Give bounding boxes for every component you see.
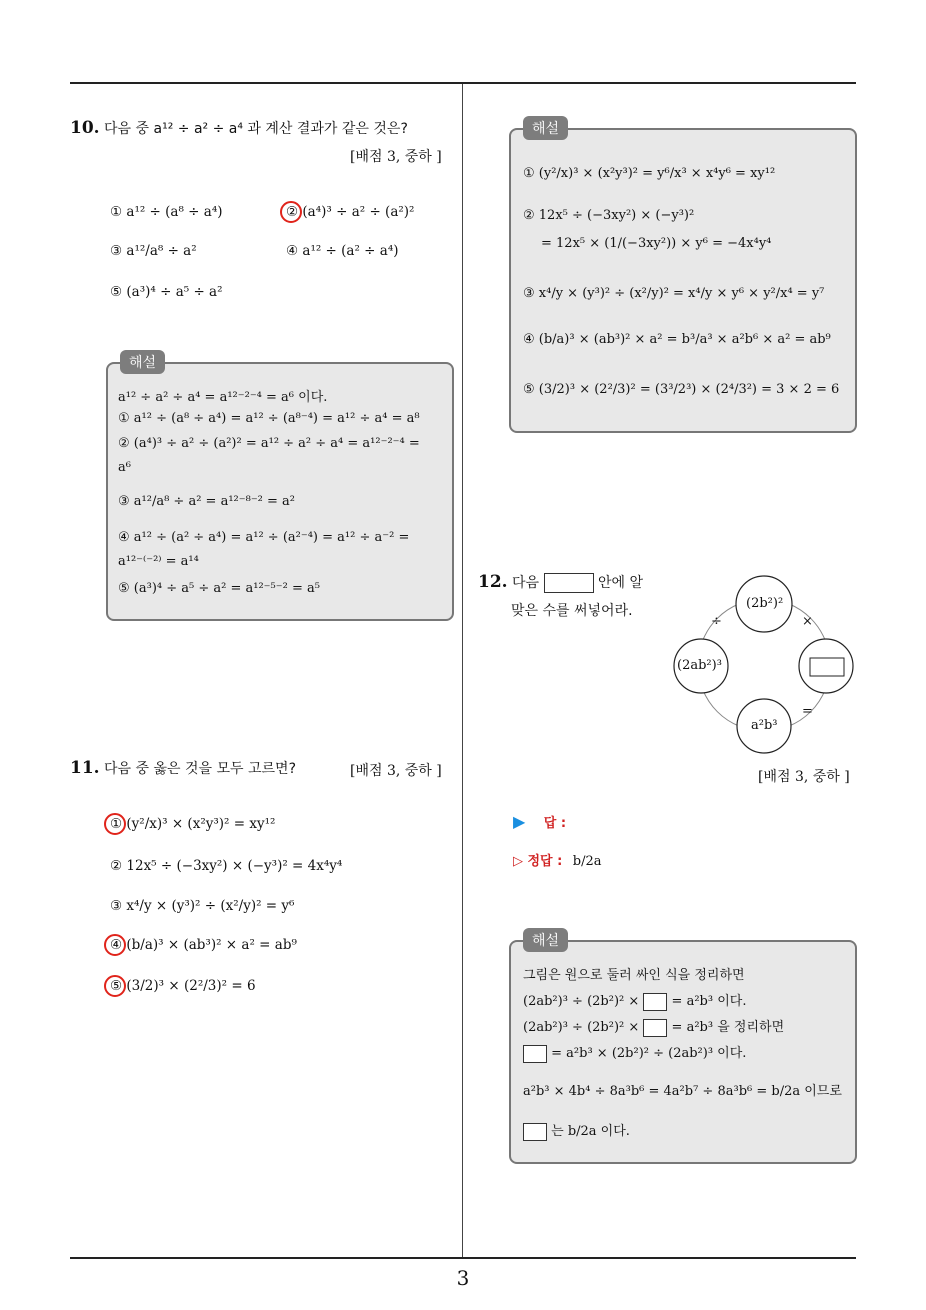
- question-11: [70, 758, 296, 778]
- explanation-box-12: [509, 933, 857, 1164]
- explanation-line: [523, 1042, 746, 1063]
- explanation-line: ③ x⁴/y × (y³)² ÷ (x²/y)² = x⁴/y × y⁶ × y²/x⁴ = y⁷: [523, 286, 825, 301]
- answer-row: [513, 812, 566, 831]
- explanation-line: ② 12x⁵ ÷ (−3xy²) × (−y³)²: [523, 208, 695, 223]
- score-meta: [배점 3, 중하 ]: [350, 149, 442, 165]
- explanation-line: a⁶: [118, 460, 131, 475]
- question-number: 11.: [70, 758, 100, 778]
- explanation-line: ② (a⁴)³ ÷ a² ÷ (a²)² = a¹² ÷ a² ÷ a⁴ = a¹²⁻²⁻⁴ =: [118, 436, 420, 451]
- option-2[interactable]: ② 12x⁵ ÷ (−3xy²) × (−y³)² = 4x⁴y⁴: [110, 858, 343, 874]
- explanation-line: a¹² ÷ a² ÷ a⁴ = a¹²⁻²⁻⁴ = a⁶ 이다.: [118, 390, 328, 405]
- page-number: 3: [456, 1266, 470, 1290]
- left-node-label: (2ab²)³: [677, 658, 722, 673]
- blank-box: [643, 993, 667, 1011]
- question-text: 다음 중 a¹² ÷ a² ÷ a⁴ 과 계산 결과가 같은 것은?: [104, 121, 408, 137]
- explanation-line: ⑤ (3/2)³ × (2²/3)² = (3³/2³) × (2⁴/3²) = 3 × 2 = 6: [523, 382, 840, 397]
- explanation-line: ① (y²/x)³ × (x²y³)² = y⁶/x³ × x⁴y⁶ = xy¹²: [523, 166, 776, 181]
- blank-box: [523, 1045, 547, 1063]
- answer-blank[interactable]: [544, 573, 594, 593]
- question-12: [478, 572, 643, 593]
- option-3[interactable]: ③ x⁴/y × (y³)² ÷ (x²/y)² = y⁶: [110, 898, 295, 914]
- explanation-box-11: [509, 121, 857, 433]
- blank-box: [523, 1123, 547, 1141]
- option-1[interactable]: ① a¹² ÷ (a⁸ ÷ a⁴): [110, 204, 223, 220]
- explanation-text: = a²b³ × (2b²)² ÷ (2ab²)³ 이다.: [551, 1046, 747, 1061]
- explanation-text: (2ab²)³ ÷ (2b²)² ×: [523, 1020, 640, 1035]
- explanation-line: = 12x⁵ × (1/(−3xy²)) × y⁶ = −4x⁴y⁴: [541, 236, 772, 251]
- outline-arrow-icon: ▷: [513, 854, 523, 869]
- option-5[interactable]: ⑤ (a³)⁴ ÷ a⁵ ÷ a²: [110, 284, 223, 300]
- explanation-tag: 해설: [523, 116, 568, 140]
- explanation-text: 는 b/2a 이다.: [551, 1124, 630, 1139]
- explanation-line: ① a¹² ÷ (a⁸ ÷ a⁴) = a¹² ÷ (a⁸⁻⁴) = a¹² ÷ a⁴ = a⁸: [118, 411, 420, 426]
- explanation-line: ⑤ (a³)⁴ ÷ a⁵ ÷ a² = a¹²⁻⁵⁻² = a⁵: [118, 581, 320, 596]
- answer-label: 답 :: [543, 816, 567, 831]
- explanation-box-10: [106, 355, 454, 621]
- question-10: [70, 118, 408, 138]
- blank-box: [643, 1019, 667, 1037]
- option-2[interactable]: ② (a⁴)³ ÷ a² ÷ (a²)²: [286, 204, 415, 220]
- question-text: 안에 알: [598, 575, 644, 591]
- top-rule: [70, 82, 856, 84]
- explanation-line: [523, 990, 746, 1011]
- explanation-text: = a²b³ 을 정리하면: [671, 1020, 785, 1035]
- bottom-rule: [70, 1257, 856, 1259]
- diagram-blank[interactable]: [810, 658, 844, 676]
- explanation-line: [523, 1016, 784, 1037]
- question-text: 다음 중 옳은 것을 모두 고르면?: [104, 761, 297, 777]
- explanation-tag: 해설: [523, 928, 568, 952]
- option-1[interactable]: ① (y²/x)³ × (x²y³)² = xy¹²: [110, 816, 276, 832]
- correct-answer-label: 정답 :: [527, 854, 563, 869]
- option-5[interactable]: ⑤ (3/2)³ × (2²/3)² = 6: [110, 978, 256, 994]
- explanation-line: ③ a¹²/a⁸ ÷ a² = a¹²⁻⁸⁻² = a²: [118, 494, 296, 509]
- option-4[interactable]: ④ a¹² ÷ (a² ÷ a⁴): [286, 243, 399, 259]
- score-meta: [배점 3, 중하 ]: [758, 769, 850, 785]
- explanation-line: ④ (b/a)³ × (ab³)² × a² = b³/a³ × a²b⁶ × a² = ab⁹: [523, 332, 831, 347]
- column-divider: [462, 84, 463, 1258]
- explanation-line: a²b³ × 4b⁴ ÷ 8a³b⁶ = 4a²b⁷ ÷ 8a³b⁶ = b/2a 이므로: [523, 1084, 842, 1099]
- explanation-text: (2ab²)³ ÷ (2b²)² ×: [523, 994, 640, 1009]
- option-3[interactable]: ③ a¹²/a⁸ ÷ a²: [110, 243, 197, 259]
- option-4[interactable]: ④ (b/a)³ × (ab³)² × a² = ab⁹: [110, 937, 297, 953]
- question-text-continued: 맞은 수를 써넣어라.: [511, 603, 633, 619]
- correct-answer-value: b/2a: [572, 854, 602, 869]
- explanation-line: [523, 1120, 630, 1141]
- score-meta: [배점 3, 중하 ]: [350, 763, 442, 779]
- explanation-text: = a²b³ 이다.: [671, 994, 747, 1009]
- explanation-line: ④ a¹² ÷ (a² ÷ a⁴) = a¹² ÷ (a²⁻⁴) = a¹² ÷ a⁻² =: [118, 530, 410, 545]
- question-text: 다음: [512, 575, 540, 591]
- correct-answer-row: [513, 850, 601, 869]
- explanation-line: 그림은 원으로 둘러 싸인 식을 정리하면: [523, 968, 745, 983]
- question-number: 10.: [70, 118, 100, 138]
- question-number: 12.: [478, 572, 508, 592]
- equals-operator: =: [802, 704, 813, 719]
- bottom-node-label: a²b³: [751, 718, 778, 733]
- top-node-label: (2b²)²: [746, 596, 784, 611]
- arrow-icon: ▶: [513, 812, 526, 831]
- explanation-line: a¹²⁻⁽⁻²⁾ = a¹⁴: [118, 554, 199, 569]
- divide-operator: ÷: [711, 614, 722, 629]
- explanation-tag: 해설: [120, 350, 165, 374]
- multiply-operator: ×: [802, 614, 813, 629]
